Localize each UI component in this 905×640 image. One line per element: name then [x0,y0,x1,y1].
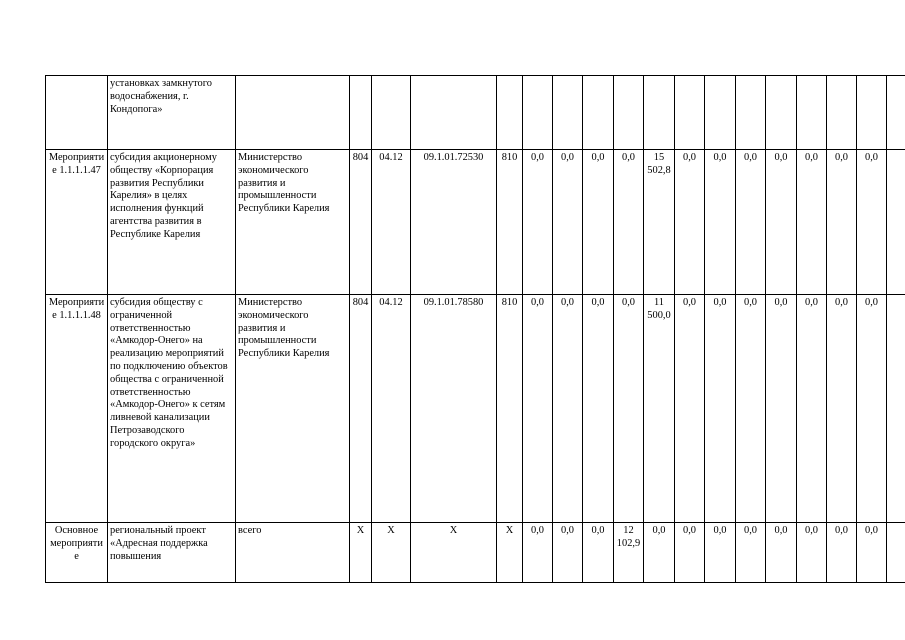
amount-cell [766,76,797,150]
amount-cell: 0,0 [553,150,583,295]
amount-cell [705,76,736,150]
vr-cell [497,76,523,150]
amount-cell [887,76,905,150]
amount-cell [887,295,905,523]
amount-cell [583,76,614,150]
vr-cell: Х [497,523,523,583]
amount-cell: 12 102,9 [614,523,644,583]
amount-cell [857,76,887,150]
table-row [46,150,905,295]
event-name-cell: субсидия акционерному обществу «Корпорация развития Республики Карелия» в целях исполнения функций агентства развития в Республике Карелия [108,150,236,295]
amount-cell: 0,0 [583,150,614,295]
amount-cell: 0,0 [857,295,887,523]
amount-cell: 0,0 [675,150,705,295]
amount-cell: 0,0 [583,295,614,523]
amount-cell [887,150,905,295]
csr-cell: 09.1.01.72530 [411,150,497,295]
amount-cell: 0,0 [766,295,797,523]
rzpr-cell: Х [372,523,411,583]
event-name-cell: установках замкнутого водоснабжения, г. Кондопога» [108,76,236,150]
table-row [46,523,905,583]
amount-cell: 0,0 [827,150,857,295]
rzpr-cell: 04.12 [372,150,411,295]
table-row [46,76,905,150]
amount-cell: 0,0 [553,295,583,523]
amount-cell: 15 502,8 [644,150,675,295]
amount-cell [553,76,583,150]
event-code-cell [46,76,108,150]
amount-cell: 11 500,0 [644,295,675,523]
amount-cell: 0,0 [766,523,797,583]
budget-table-body [46,76,905,583]
csr-cell [411,76,497,150]
grbs-cell: 804 [350,150,372,295]
amount-cell: 0,0 [614,150,644,295]
amount-cell [523,76,553,150]
responsible-cell: Министерство экономического развития и промышленности Республики Карелия [236,150,350,295]
table-row [46,295,905,523]
amount-cell [614,76,644,150]
csr-cell: 09.1.01.78580 [411,295,497,523]
amount-cell: 0,0 [827,295,857,523]
amount-cell: 0,0 [797,523,827,583]
amount-cell: 0,0 [736,295,766,523]
event-name-cell: региональный проект «Адресная поддержка повышения [108,523,236,583]
amount-cell: 0,0 [857,150,887,295]
amount-cell [887,523,905,583]
vr-cell: 810 [497,150,523,295]
amount-cell: 0,0 [523,295,553,523]
responsible-cell: всего [236,523,350,583]
event-code-cell: Основное мероприятие [46,523,108,583]
amount-cell [797,76,827,150]
csr-cell: Х [411,523,497,583]
amount-cell: 0,0 [675,295,705,523]
amount-cell: 0,0 [797,295,827,523]
vr-cell: 810 [497,295,523,523]
amount-cell: 0,0 [705,150,736,295]
budget-table [45,75,905,583]
amount-cell: 0,0 [736,523,766,583]
amount-cell: 0,0 [583,523,614,583]
amount-cell: 0,0 [827,523,857,583]
event-code-cell: Мероприятие 1.1.1.1.48 [46,295,108,523]
amount-cell: 0,0 [553,523,583,583]
amount-cell: 0,0 [644,523,675,583]
responsible-cell [236,76,350,150]
amount-cell: 0,0 [797,150,827,295]
amount-cell: 0,0 [705,523,736,583]
amount-cell: 0,0 [523,150,553,295]
amount-cell: 0,0 [736,150,766,295]
event-name-cell: субсидия обществу с ограниченной ответственностью «Амкодор-Онего» на реализацию мероприятий по подключению объектов общества с ограниченной ответственностью «Амкодор-Онего» к сетям ливневой канализации Петрозаводского городского округа» [108,295,236,523]
amount-cell: 0,0 [705,295,736,523]
amount-cell [736,76,766,150]
grbs-cell: Х [350,523,372,583]
amount-cell: 0,0 [675,523,705,583]
grbs-cell: 804 [350,295,372,523]
amount-cell [827,76,857,150]
amount-cell: 0,0 [766,150,797,295]
amount-cell: 0,0 [614,295,644,523]
amount-cell [644,76,675,150]
rzpr-cell: 04.12 [372,295,411,523]
responsible-cell: Министерство экономического развития и промышленности Республики Карелия [236,295,350,523]
amount-cell [675,76,705,150]
amount-cell: 0,0 [857,523,887,583]
grbs-cell [350,76,372,150]
rzpr-cell [372,76,411,150]
event-code-cell: Мероприятие 1.1.1.1.47 [46,150,108,295]
amount-cell: 0,0 [523,523,553,583]
